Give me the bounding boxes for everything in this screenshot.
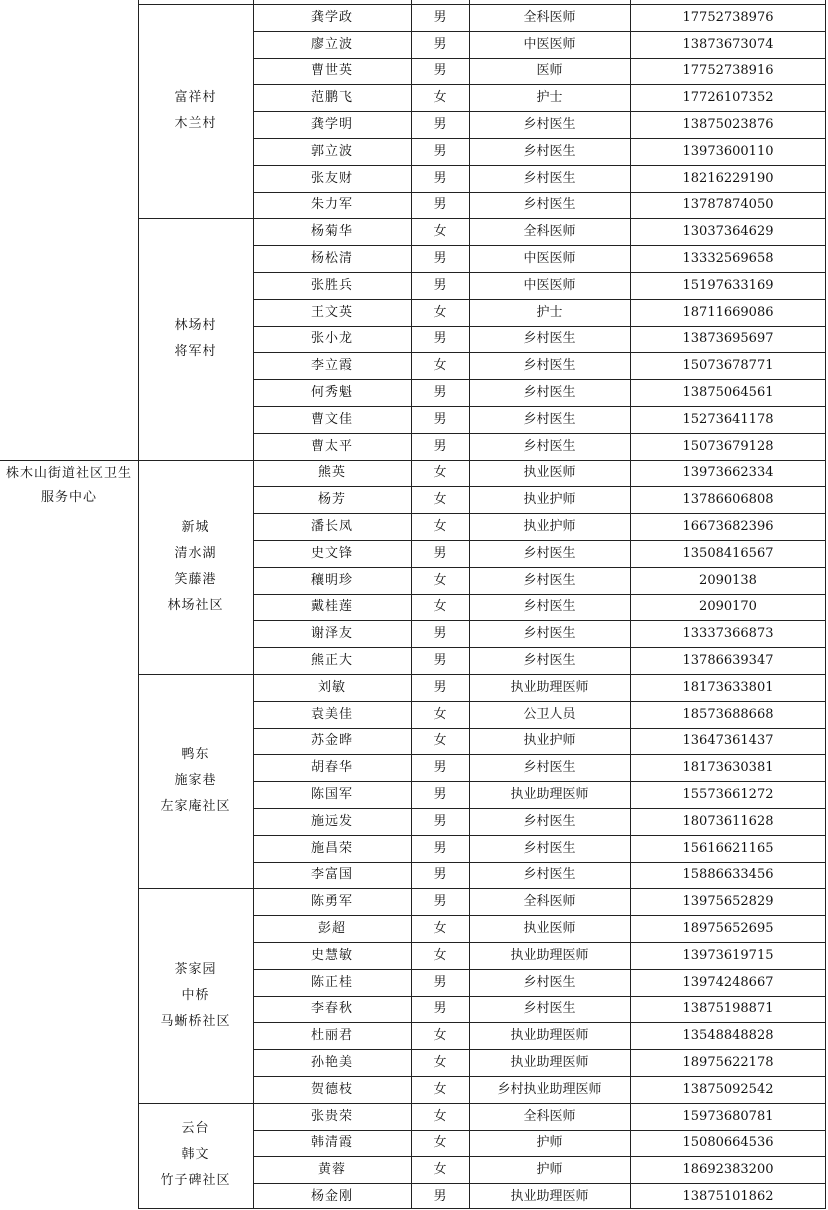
staff-name: 李立霞 (310, 358, 353, 374)
staff-name: 黄蓉 (317, 1162, 346, 1178)
village-name: 云台 (181, 1121, 210, 1137)
staff-phone: 13973662334 (682, 465, 774, 481)
staff-title: 乡村医生 (523, 331, 576, 347)
staff-name: 苏金晔 (310, 733, 353, 749)
staff-gender: 男 (433, 143, 447, 159)
staff-phone: 16673682396 (682, 519, 774, 535)
staff-gender: 男 (433, 626, 447, 642)
staff-title: 乡村医生 (523, 438, 576, 454)
staff-gender: 女 (433, 1028, 447, 1044)
row-divider (253, 728, 826, 729)
staff-phone: 17752738916 (682, 63, 774, 79)
staff-name: 陈国军 (310, 787, 353, 803)
column-divider (253, 0, 254, 1209)
row-divider (253, 835, 826, 836)
staff-title: 乡村医生 (523, 170, 576, 186)
row-divider (253, 299, 826, 300)
row-divider (253, 352, 826, 353)
staff-phone: 18573688668 (682, 706, 774, 722)
staff-title: 执业助理医师 (510, 787, 589, 803)
staff-gender: 男 (433, 277, 447, 293)
staff-title: 乡村医生 (523, 143, 576, 159)
row-divider (253, 1076, 826, 1077)
village-name: 马蜥桥社区 (160, 1013, 231, 1029)
staff-phone: 13973619715 (682, 947, 774, 963)
row-divider (253, 111, 826, 112)
staff-gender: 男 (433, 1001, 447, 1017)
row-divider (253, 567, 826, 568)
staff-gender: 女 (433, 358, 447, 374)
staff-title: 执业助理医师 (510, 947, 589, 963)
staff-name: 陈勇军 (310, 894, 353, 910)
staff-gender: 男 (433, 813, 447, 829)
staff-phone: 15886633456 (682, 867, 774, 883)
staff-gender: 男 (433, 331, 447, 347)
staff-name: 彭超 (317, 921, 346, 937)
staff-title: 乡村医生 (523, 385, 576, 401)
staff-gender: 男 (433, 117, 447, 133)
row-divider (253, 165, 826, 166)
staff-title: 乡村医生 (523, 1001, 576, 1017)
staff-phone: 13974248667 (682, 974, 774, 990)
row-divider (253, 272, 826, 273)
staff-title: 护士 (536, 90, 563, 106)
staff-gender: 女 (433, 1055, 447, 1071)
village-group-label (138, 460, 253, 674)
staff-title: 中医医师 (523, 277, 576, 293)
staff-phone: 13786606808 (682, 492, 774, 508)
staff-gender: 男 (433, 438, 447, 454)
staff-name: 戴桂莲 (310, 599, 353, 615)
staff-name: 曹文佳 (310, 411, 353, 427)
staff-title: 医师 (536, 63, 563, 79)
staff-title: 乡村医生 (523, 197, 576, 213)
staff-gender: 男 (433, 411, 447, 427)
staff-gender: 男 (433, 760, 447, 776)
staff-gender: 女 (433, 224, 447, 240)
staff-gender: 男 (433, 545, 447, 561)
row-divider (138, 888, 253, 889)
staff-title: 全科医师 (523, 894, 576, 910)
row-divider (253, 406, 826, 407)
staff-gender: 女 (433, 947, 447, 963)
village-name: 新城 (181, 519, 210, 535)
staff-title: 乡村医生 (523, 599, 576, 615)
staff-phone: 13973600110 (682, 143, 774, 159)
staff-gender: 男 (433, 9, 447, 25)
staff-phone: 13873695697 (682, 331, 774, 347)
staff-gender: 女 (433, 492, 447, 508)
staff-phone: 13975652829 (682, 894, 774, 910)
staff-title: 乡村医生 (523, 545, 576, 561)
staff-gender: 男 (433, 1189, 447, 1205)
staff-phone: 13332569658 (682, 251, 774, 267)
staff-title: 护师 (536, 1162, 563, 1178)
column-divider (411, 0, 412, 1209)
village-name: 林场村 (174, 317, 217, 333)
staff-name: 熊正大 (310, 653, 353, 669)
staff-phone: 15073679128 (682, 438, 774, 454)
row-divider (253, 754, 826, 755)
staff-phone: 18692383200 (682, 1162, 774, 1178)
staff-name: 陈正桂 (310, 974, 353, 990)
village-name: 施家巷 (174, 773, 217, 789)
row-divider (253, 647, 826, 648)
staff-name: 刘敏 (317, 679, 346, 695)
staff-phone: 2090170 (699, 599, 757, 615)
staff-name: 贺德枝 (310, 1081, 353, 1097)
row-divider (138, 4, 253, 5)
row-divider (253, 969, 826, 970)
staff-gender: 男 (433, 197, 447, 213)
village-name: 林场社区 (167, 597, 224, 613)
village-name: 鸭东 (181, 747, 210, 763)
staff-phone: 13875023876 (682, 117, 774, 133)
staff-gender: 男 (433, 251, 447, 267)
staff-gender: 女 (433, 90, 447, 106)
row-divider (0, 460, 138, 461)
staff-name: 王文英 (310, 304, 353, 320)
staff-name: 朱力军 (310, 197, 353, 213)
staff-name: 胡春华 (310, 760, 353, 776)
staff-name: 杨松清 (310, 251, 353, 267)
row-divider (253, 1103, 826, 1104)
staff-gender: 男 (433, 974, 447, 990)
staff-name: 李富国 (310, 867, 353, 883)
staff-name: 龚学政 (310, 9, 353, 25)
staff-name: 范鹏飞 (310, 90, 353, 106)
staff-phone: 18173633801 (682, 679, 774, 695)
staff-phone: 15073678771 (682, 358, 774, 374)
row-divider (253, 1022, 826, 1023)
staff-gender: 女 (433, 1081, 447, 1097)
staff-gender: 男 (433, 170, 447, 186)
row-divider (253, 138, 826, 139)
row-divider (253, 808, 826, 809)
staff-phone: 13337366873 (682, 626, 774, 642)
staff-title: 乡村医生 (523, 626, 576, 642)
staff-title: 护士 (536, 304, 563, 320)
staff-name: 杨芳 (317, 492, 346, 508)
staff-title: 乡村医生 (523, 840, 576, 856)
row-divider (253, 58, 826, 59)
staff-title: 全科医师 (523, 9, 576, 25)
staff-phone: 13548848828 (682, 1028, 774, 1044)
staff-phone: 15573661272 (682, 787, 774, 803)
staff-title: 乡村执业助理医师 (497, 1081, 602, 1097)
staff-title: 乡村医生 (523, 813, 576, 829)
staff-phone: 13875064561 (682, 385, 774, 401)
village-name: 茶家园 (174, 961, 217, 977)
staff-title: 乡村医生 (523, 974, 576, 990)
staff-gender: 女 (433, 733, 447, 749)
staff-phone: 13508416567 (682, 545, 774, 561)
staff-title: 中医医师 (523, 251, 576, 267)
village-group-label (138, 674, 253, 888)
row-divider (253, 84, 826, 85)
staff-phone: 18711669086 (682, 304, 774, 320)
staff-name: 韩清霞 (310, 1135, 353, 1151)
staff-title: 执业护师 (523, 519, 576, 535)
staff-name: 李春秋 (310, 1001, 353, 1017)
staff-phone: 13787874050 (682, 197, 774, 213)
staff-title: 乡村医生 (523, 760, 576, 776)
staff-gender: 女 (433, 519, 447, 535)
staff-title: 执业医师 (523, 465, 576, 481)
staff-name: 史文锋 (310, 545, 353, 561)
village-name: 竹子碑社区 (160, 1173, 231, 1189)
staff-phone: 17726107352 (682, 90, 774, 106)
staff-title: 执业助理医师 (510, 1028, 589, 1044)
staff-phone: 18975622178 (682, 1055, 774, 1071)
staff-title: 公卫人员 (523, 706, 576, 722)
staff-phone: 18073611628 (682, 813, 774, 829)
staff-gender: 男 (433, 36, 447, 52)
staff-title: 执业医师 (523, 921, 576, 937)
staff-name: 谢泽友 (310, 626, 353, 642)
staff-title: 乡村医生 (523, 358, 576, 374)
staff-phone: 13875092542 (682, 1081, 774, 1097)
staff-gender: 女 (433, 1162, 447, 1178)
staff-title: 执业助理医师 (510, 679, 589, 695)
staff-phone: 18975652695 (682, 921, 774, 937)
staff-phone: 17752738976 (682, 9, 774, 25)
row-divider (253, 942, 826, 943)
staff-gender: 女 (433, 599, 447, 615)
staff-gender: 女 (433, 572, 447, 588)
staff-phone: 15616621165 (682, 840, 774, 856)
staff-gender: 男 (433, 894, 447, 910)
staff-gender: 男 (433, 840, 447, 856)
staff-title: 执业助理医师 (510, 1189, 589, 1205)
column-divider (630, 0, 631, 1209)
row-divider (253, 218, 826, 219)
village-name: 清水湖 (174, 545, 217, 561)
row-divider (138, 218, 253, 219)
column-divider (469, 0, 470, 1209)
village-name: 木兰村 (174, 116, 217, 132)
row-divider (253, 513, 826, 514)
row-divider (253, 192, 826, 193)
staff-title: 执业护师 (523, 492, 576, 508)
staff-name: 廖立波 (310, 36, 353, 52)
staff-gender: 女 (433, 304, 447, 320)
staff-title: 执业护师 (523, 733, 576, 749)
staff-gender: 男 (433, 867, 447, 883)
staff-name: 曹世英 (310, 63, 353, 79)
village-name: 中桥 (181, 987, 210, 1003)
row-divider (253, 915, 826, 916)
staff-gender: 女 (433, 465, 447, 481)
row-divider (253, 379, 826, 380)
staff-phone: 13875101862 (682, 1189, 774, 1205)
staff-name: 曹太平 (310, 438, 353, 454)
staff-phone: 2090138 (699, 572, 757, 588)
row-divider (253, 701, 826, 702)
staff-phone: 13647361437 (682, 733, 774, 749)
staff-title: 中医医师 (523, 36, 576, 52)
staff-phone: 13873673074 (682, 36, 774, 52)
staff-name: 张友财 (310, 170, 353, 186)
row-divider (253, 862, 826, 863)
staff-title: 护师 (536, 1135, 563, 1151)
staff-name: 杨菊华 (310, 224, 353, 240)
village-name: 富祥村 (174, 90, 217, 106)
staff-title: 乡村医生 (523, 653, 576, 669)
row-divider (253, 326, 826, 327)
village-name: 将军村 (174, 343, 217, 359)
row-divider (253, 620, 826, 621)
staff-name: 杜丽君 (310, 1028, 353, 1044)
staff-name: 龚学明 (310, 117, 353, 133)
staff-name: 何秀魁 (310, 385, 353, 401)
staff-name: 张贵荣 (310, 1108, 353, 1124)
row-divider (253, 1156, 826, 1157)
staff-name: 郭立波 (310, 143, 353, 159)
staff-name: 张小龙 (310, 331, 353, 347)
staff-title: 执业助理医师 (510, 1055, 589, 1071)
staff-name: 施远发 (310, 813, 353, 829)
staff-name: 张胜兵 (310, 277, 353, 293)
staff-phone: 18173630381 (682, 760, 774, 776)
village-group-label (138, 218, 253, 459)
row-divider (253, 540, 826, 541)
row-divider (253, 486, 826, 487)
staff-name: 袁美佳 (310, 706, 353, 722)
staff-title: 全科医师 (523, 1108, 576, 1124)
staff-name: 熊英 (317, 465, 346, 481)
staff-gender: 女 (433, 921, 447, 937)
row-divider (253, 1130, 826, 1131)
row-divider (253, 433, 826, 434)
row-divider (253, 1183, 826, 1184)
staff-name: 史慧敏 (310, 947, 353, 963)
row-divider (253, 1049, 826, 1050)
staff-gender: 女 (433, 706, 447, 722)
column-divider (825, 0, 826, 1209)
staff-gender: 男 (433, 653, 447, 669)
org-name: 株木山街道社区卫生服务中心 (5, 465, 132, 505)
column-divider (138, 0, 139, 1209)
staff-gender: 女 (433, 1135, 447, 1151)
staff-phone: 13037364629 (682, 224, 774, 240)
village-group-label (138, 4, 253, 218)
row-divider (253, 245, 826, 246)
village-group-label (138, 888, 253, 1102)
staff-title: 乡村医生 (523, 117, 576, 133)
staff-gender: 男 (433, 385, 447, 401)
row-divider (253, 4, 826, 5)
staff-phone: 13875198871 (682, 1001, 774, 1017)
staff-phone: 15273641178 (682, 411, 774, 427)
staff-phone: 15080664536 (682, 1135, 774, 1151)
row-divider (253, 594, 826, 595)
row-divider (253, 460, 826, 461)
row-divider (253, 996, 826, 997)
row-divider (253, 781, 826, 782)
staff-title: 乡村医生 (523, 867, 576, 883)
staff-phone: 13786639347 (682, 653, 774, 669)
staff-name: 穰明珍 (310, 572, 353, 588)
row-divider (253, 888, 826, 889)
staff-gender: 男 (433, 679, 447, 695)
staff-title: 全科医师 (523, 224, 576, 240)
staff-name: 孙艳美 (310, 1055, 353, 1071)
staff-title: 乡村医生 (523, 572, 576, 588)
staff-gender: 男 (433, 63, 447, 79)
staff-name: 潘长凤 (310, 519, 353, 535)
village-name: 左家庵社区 (160, 799, 231, 815)
staff-gender: 男 (433, 787, 447, 803)
staff-title: 乡村医生 (523, 411, 576, 427)
row-divider (138, 460, 253, 461)
staff-name: 杨金刚 (310, 1189, 353, 1205)
row-divider (138, 674, 253, 675)
village-name: 笑藤港 (174, 571, 217, 587)
village-name: 韩文 (181, 1147, 210, 1163)
staff-name: 施昌荣 (310, 840, 353, 856)
staff-gender: 女 (433, 1108, 447, 1124)
row-divider (253, 31, 826, 32)
staff-phone: 18216229190 (682, 170, 774, 186)
staff-phone: 15973680781 (682, 1108, 774, 1124)
village-group-label (138, 1103, 253, 1208)
row-divider (253, 674, 826, 675)
row-divider (138, 1103, 253, 1104)
staff-phone: 15197633169 (682, 277, 774, 293)
